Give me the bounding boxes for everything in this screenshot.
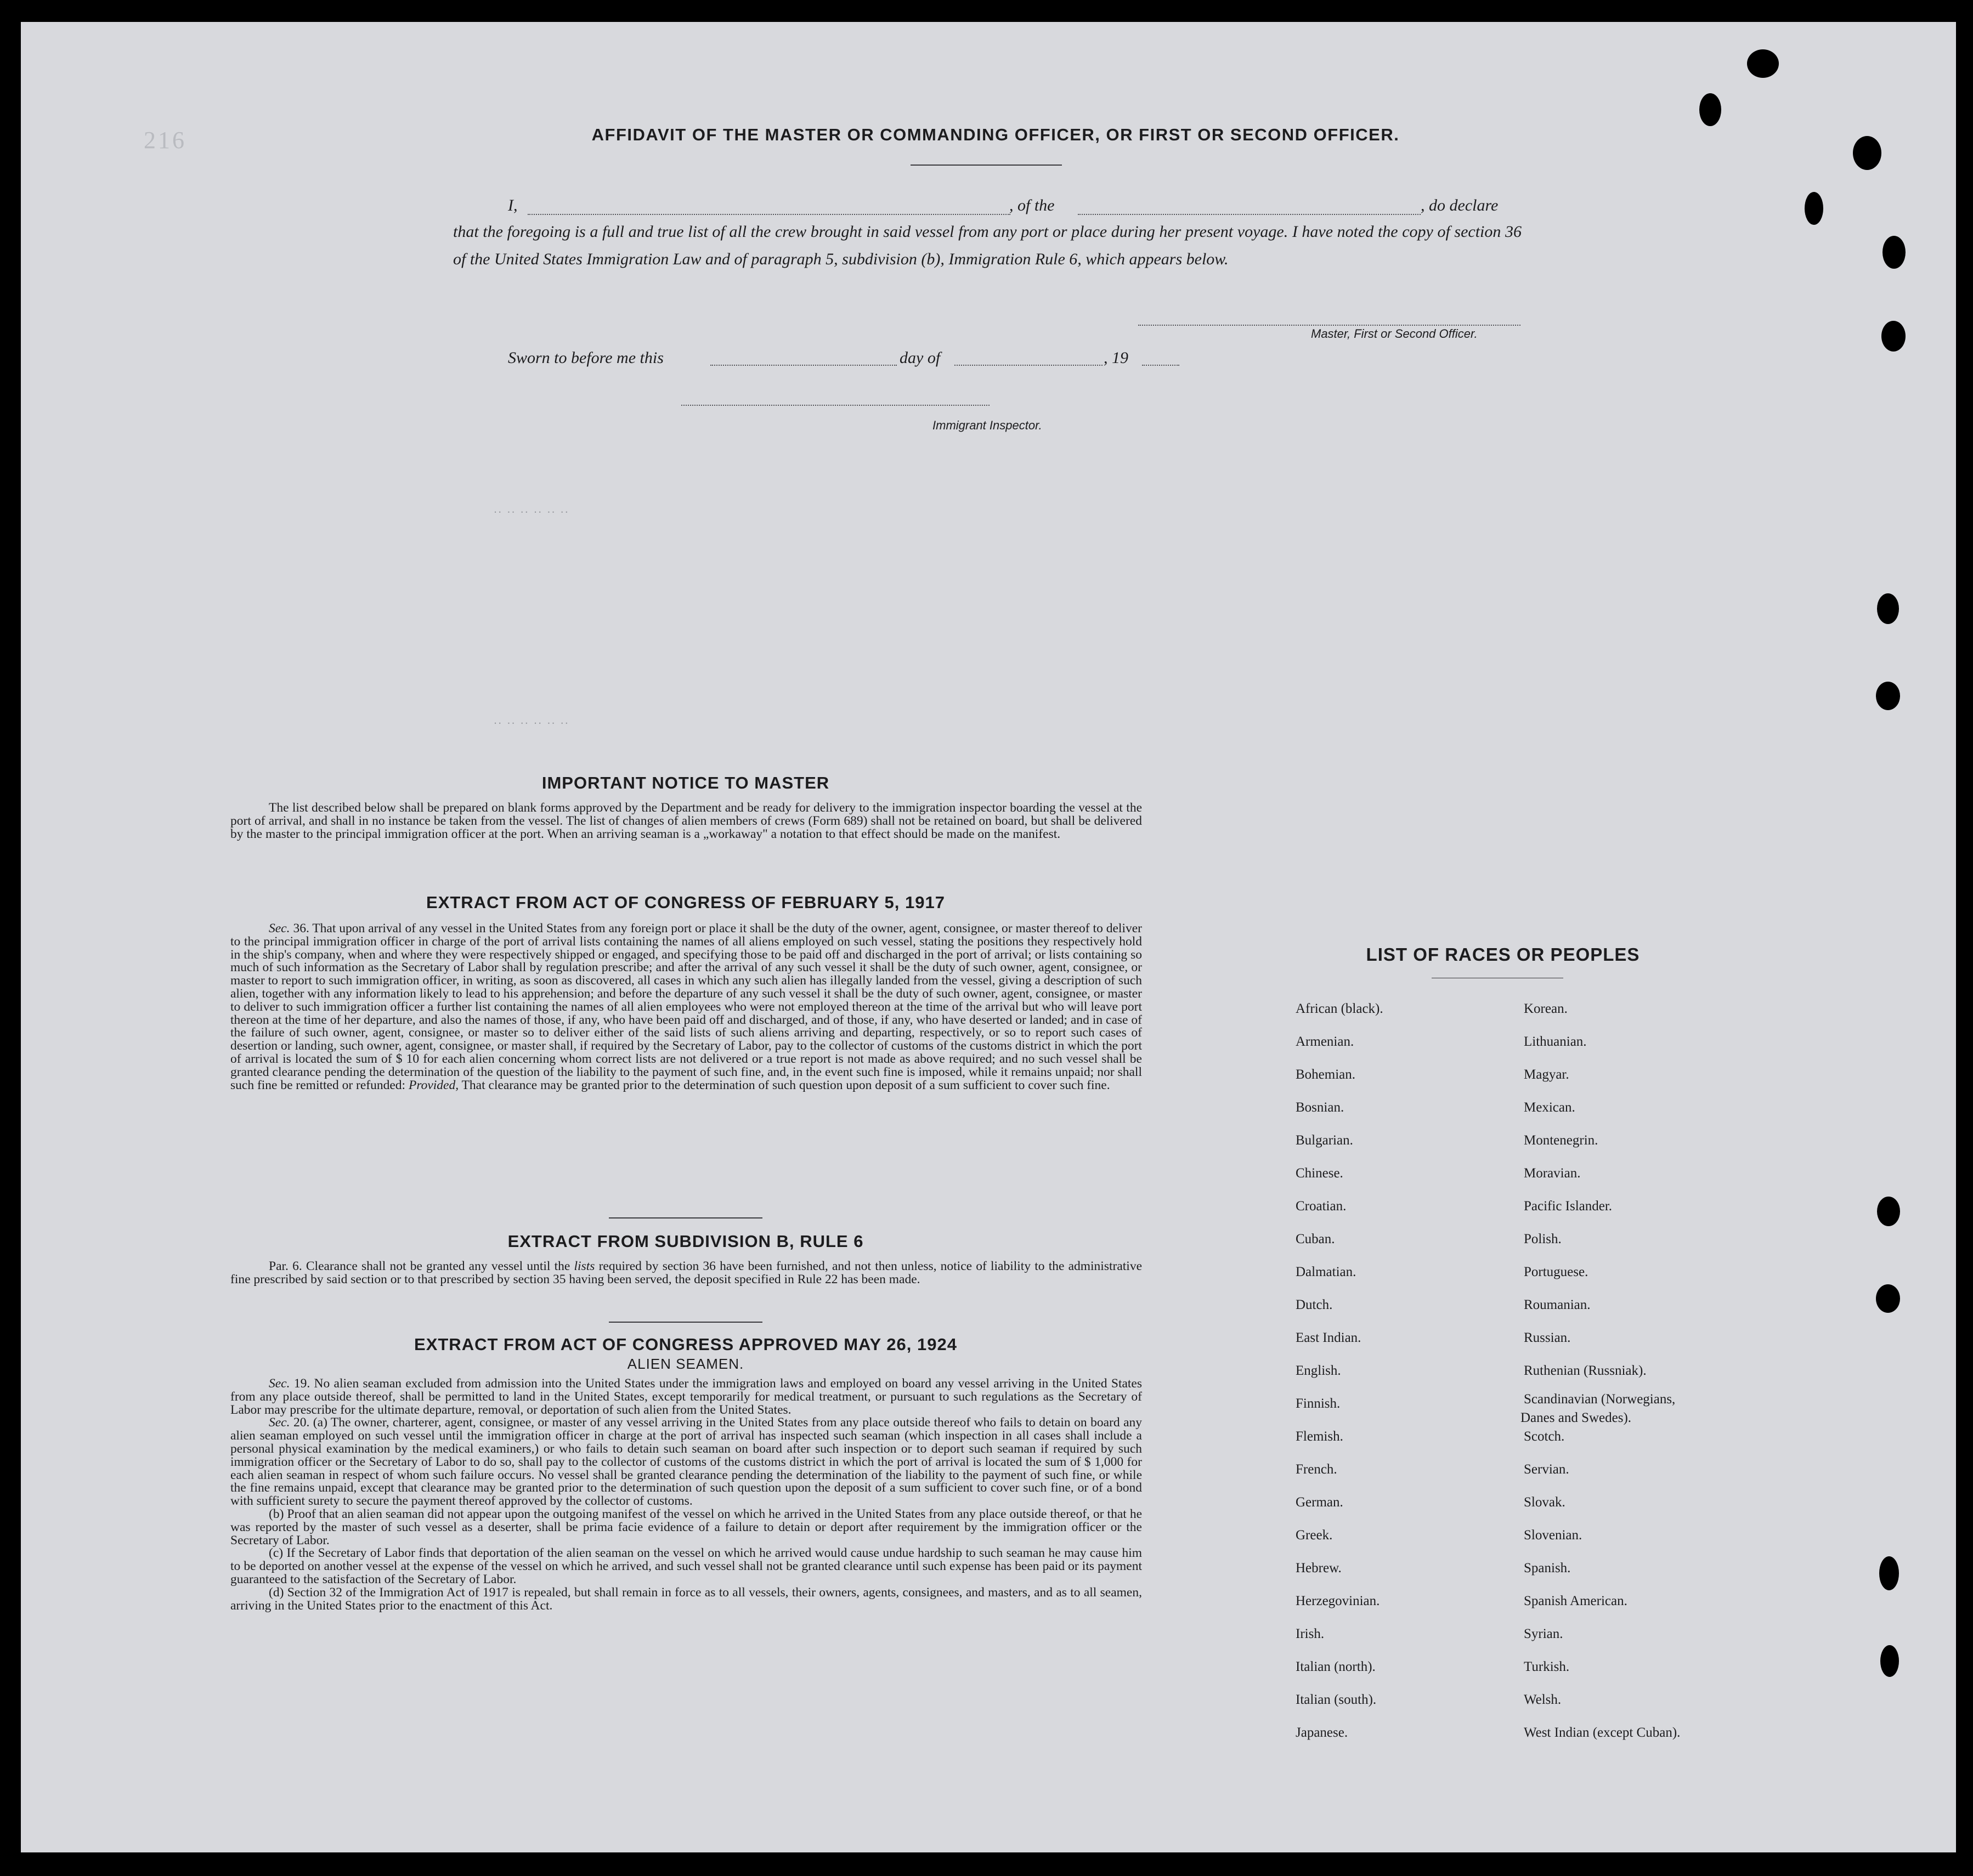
race-item: Pacific Islander. (1524, 1199, 1613, 1214)
signature-label: Master, First or Second Officer. (1311, 327, 1478, 341)
race-item: Dalmatian. (1296, 1265, 1356, 1279)
punch-hole (1876, 682, 1900, 710)
punch-hole (1699, 93, 1721, 126)
race-item: German. (1296, 1495, 1343, 1510)
section-divider (609, 1217, 762, 1218)
race-item: Welsh. (1524, 1692, 1562, 1707)
affidavit-i: I, (508, 196, 518, 214)
race-item: Danes and Swedes). (1520, 1410, 1632, 1425)
race-item: Russian. (1524, 1330, 1571, 1345)
sworn-prefix: Sworn to before me this (508, 349, 664, 367)
race-item: Bosnian. (1296, 1100, 1344, 1115)
sec20c-text: (c) If the Secretary of Labor finds that deportation of the alien seaman on the vessel on which he arrived would cause undue hardship to such seaman he may cause him to be deported on another vessel at the expense of the vessel on which he arrived, and such vessel shall not be granted clearance until such expense has been paid or its payment guaranteed to the satisfaction of the Secretary of Labor. (230, 1546, 1142, 1586)
race-item: Portuguese. (1524, 1265, 1588, 1279)
race-item: Irish. (1296, 1626, 1325, 1641)
race-item: Ruthenian (Russniak). (1524, 1363, 1647, 1378)
punch-hole (1880, 1645, 1899, 1677)
affidavit-body: that the foregoing is a full and true list of all the crew brought in said vessel from any port or place during her present voyage. I have noted the copy of section 36 of the United States Immigration Law and of paragraph 5, subdivision (b), Immigration Rule 6, which appears below. (453, 223, 1522, 268)
affidavit-of-the: , of the (1009, 196, 1055, 214)
sec20b-text: (b) Proof that an alien seaman did not appear upon the outgoing manifest of the vessel on which he arrived in the United States from any place outside thereof, or that he was reported by the master of such vessel as a deserter, shall be prima facie evidence of a failure to detain or deport after requirement by the immigration officer or the Secretary of Labor. (230, 1506, 1142, 1548)
title-underline (911, 165, 1062, 166)
punch-hole (1876, 1284, 1900, 1313)
sec36-text-end: That clearance may be granted prior to the determination of such question upon deposit of a sum sufficient to cover such fine. (461, 1078, 1110, 1092)
race-item: Mexican. (1524, 1100, 1575, 1115)
race-item: Scandinavian (Norwegians, (1524, 1392, 1676, 1407)
inspector-label: Immigrant Inspector. (932, 418, 1042, 432)
race-item: Polish. (1524, 1232, 1562, 1246)
signature-line (1138, 325, 1520, 326)
punch-hole (1881, 321, 1906, 352)
extract-1924-text (230, 1378, 1142, 1612)
race-item: Roumanian. (1524, 1297, 1591, 1312)
race-item: Hebrew. (1296, 1561, 1342, 1575)
race-item: Scotch. (1524, 1429, 1565, 1444)
races-title: LIST OF RACES OR PEOPLES (1366, 944, 1640, 965)
race-item: Dutch. (1296, 1297, 1333, 1312)
race-item: Chinese. (1296, 1166, 1343, 1181)
extract-1924-subtitle: ALIEN SEAMEN. (627, 1356, 744, 1372)
sec20d-text: (d) Section 32 of the Immigration Act of 1917 is repealed, but shall remain in force as to all vessels, their owners, agents, consignees, and masters, and as to all seamen, arriving in the United States prior to the enactment of this Act. (230, 1585, 1142, 1613)
race-item: Bohemian. (1296, 1067, 1356, 1082)
race-item: Magyar. (1524, 1067, 1569, 1082)
inspector-signature-line (681, 405, 990, 406)
sworn-day-of: day of (900, 349, 941, 367)
extract-1917-text (230, 922, 1142, 1092)
sworn-day-blank (710, 365, 897, 366)
race-item: Flemish. (1296, 1429, 1343, 1444)
race-item: Servian. (1524, 1462, 1569, 1477)
race-item: Spanish American. (1524, 1594, 1627, 1608)
race-item: Herzegovinian. (1296, 1594, 1380, 1608)
race-item: East Indian. (1296, 1330, 1361, 1345)
bleed-through-marks: .. .. .. .. .. .. (494, 713, 569, 727)
extract-rule6-text (230, 1260, 1142, 1286)
par6-text-b: required by section 36 have been furnished, and not then unless, notice of liability to the administrative fine prescribed by said section or to that prescribed by section 35 having been served, the deposit specified in Rule 22 has been made. (230, 1259, 1143, 1286)
race-item: Croatian. (1296, 1199, 1347, 1214)
lists-word: lists (574, 1259, 595, 1273)
sec20-label: Sec. (269, 1415, 290, 1430)
race-item: Japanese. (1296, 1725, 1348, 1740)
par6-text-a: Par. 6. Clearance shall not be granted any vessel until the (269, 1259, 570, 1273)
race-item: Slovenian. (1524, 1528, 1582, 1543)
extract-1924-title: EXTRACT FROM ACT OF CONGRESS APPROVED MAY 26, 1924 (414, 1335, 957, 1354)
race-item: Syrian. (1524, 1626, 1563, 1641)
sec20a-text: 20. (a) The owner, charterer, agent, consignee, or master of any vessel arriving in the United States from any place outside thereof who fails to detain on board any alien seaman employed on such vessel until the immigration officer in charge at the port of arrival has inspected such seaman (which inspection in all cases shall include a personal physical examination by the medical examiners,) or who fails to detain such seaman on board after such inspection or to deport such seaman if required by such immigration officer or the Secretary of Labor to do so, shall pay to the collector of customs of the customs district in which the port of arrival is located the sum of $ 1,000 for each alien seaman in respect of whom such failure occurs. No vessel shall be granted clearance pending the determination of the liability to the payment of such fine, or while the fine remains unpaid, except that clearance may be granted prior to the determination of such question upon the deposit of a sum sufficient to cover such fine, or of a bond with sufficient surety to secure the payment thereof approved by the collector of customs. (230, 1415, 1142, 1509)
name-blank (528, 214, 1010, 215)
race-item: Lithuanian. (1524, 1034, 1587, 1049)
race-item: Cuban. (1296, 1232, 1335, 1246)
race-item: West Indian (except Cuban). (1524, 1725, 1681, 1740)
sworn-month-blank (954, 365, 1103, 366)
bleed-through-marks: .. .. .. .. .. .. (494, 502, 569, 515)
race-item: English. (1296, 1363, 1341, 1378)
race-item: Italian (north). (1296, 1659, 1376, 1674)
sec19-text: 19. No alien seaman excluded from admission into the United States under the immigration laws and employed on board any vessel arriving in the United States from any place outside thereof, shall be permitted to land in the United States, except temporarily for medical treatment, or pursuant to such regulations as the Secretary of Labor may prescribe for the ultimate departure, removal, or deportation of such alien from the United States. (230, 1376, 1143, 1417)
affidavit-title: AFFIDAVIT OF THE MASTER OR COMMANDING OFFICER, OR FIRST OR SECOND OFFICER. (591, 125, 1400, 144)
sworn-year: , 19 (1104, 349, 1128, 367)
sec19-label: Sec. (269, 1376, 290, 1391)
sworn-year-blank (1142, 365, 1179, 366)
punch-hole (1882, 236, 1906, 269)
punch-hole (1879, 1556, 1899, 1590)
race-item: Spanish. (1524, 1561, 1571, 1575)
race-item: Slovak. (1524, 1495, 1565, 1510)
punch-hole (1747, 49, 1779, 78)
bleed-through-page-number: 216 (144, 127, 186, 154)
sec-label: Sec. (269, 921, 290, 936)
extract-1917-title: EXTRACT FROM ACT OF CONGRESS OF FEBRUARY 5, 1917 (426, 893, 945, 912)
race-item: Turkish. (1524, 1659, 1570, 1674)
race-item: Armenian. (1296, 1034, 1354, 1049)
sec36-text: 36. That upon arrival of any vessel in the United States from any foreign port or place it shall be the duty of the owner, agent, consignee, or master thereof to deliver to the principal immigration officer in charge of the port of arrival lists containing the names of all aliens employed on such vessel, stating the positions they respectively hold in the ship's company, when and where they were respectively shipped or engaged, and specifying those to be paid off and discharged in the port of arrival; or lists containing so much of such information as the Secretary of Labor shall by regulation prescribe; and after the arrival of any such vessel it shall be the duty of such owner, agent, consignee, or master to report to such immigration officer, in writing, as soon as discovered, all cases in which any such alien has illegally landed from the vessel, giving a description of such alien, together with any information likely to lead to his apprehension; and before the departure of any such vessel it shall be the duty of such owner, agent, consignee, or master to deliver to such immigration officer a further list containing the names of all alien employees who were not employed thereon at the time of the arrival but who will leave port thereon at the time of her departure, and also the names of those, if any, who have been paid off and discharged, and of those, if any, who have deserted or landed; and in case of the failure of such owner, agent, consignee, or master so to deliver either of the said lists of such aliens arriving and departing, respectively, or so to report such cases of desertion or landing, such owner, agent, consignee, or master shall, if required by the Secretary of Labor, pay to the collector of customs of the customs district in which the port of arrival is located the sum of $ 10 for each alien concerning whom correct lists are not delivered or a true report is not made as above required; and no such vessel shall be granted clearance pending the determination of the question of the liability to the payment of such fine, and, in the event such fine is imposed, while it remains unpaid; nor shall such fine be remitted or refunded: (230, 921, 1142, 1092)
race-item: Greek. (1296, 1528, 1333, 1543)
extract-rule6-title: EXTRACT FROM SUBDIVISION B, RULE 6 (507, 1232, 864, 1251)
race-item: African (black). (1296, 1001, 1383, 1016)
race-item: Finnish. (1296, 1396, 1341, 1411)
race-item: Korean. (1524, 1001, 1568, 1016)
section-divider (609, 1322, 762, 1323)
notice-title: IMPORTANT NOTICE TO MASTER (541, 773, 830, 792)
notice-text: The list described below shall be prepared on blank forms approved by the Department and be ready for delivery to the immigration inspector boarding the vessel at the port of arrival, and shall in no instance be taken from the vessel. The list of changes of alien members of crews (Form 689) shall not be retained on board, but shall be delivered by the master to the principal immigration officer at the port. When an arriving seaman is a „workaway" a notation to that effect should be made on the manifest. (230, 801, 1142, 841)
punch-hole (1877, 1197, 1900, 1226)
affidavit-declare: , do declare (1421, 196, 1499, 214)
race-item: French. (1296, 1462, 1337, 1477)
punch-hole (1805, 192, 1823, 225)
punch-hole (1853, 136, 1881, 170)
race-item: Bulgarian. (1296, 1133, 1353, 1148)
race-item: Montenegrin. (1524, 1133, 1598, 1148)
punch-hole (1877, 593, 1899, 624)
race-item: Moravian. (1524, 1166, 1581, 1181)
vessel-blank (1078, 214, 1421, 215)
provided-label: Provided, (408, 1078, 459, 1092)
race-item: Italian (south). (1296, 1692, 1377, 1707)
